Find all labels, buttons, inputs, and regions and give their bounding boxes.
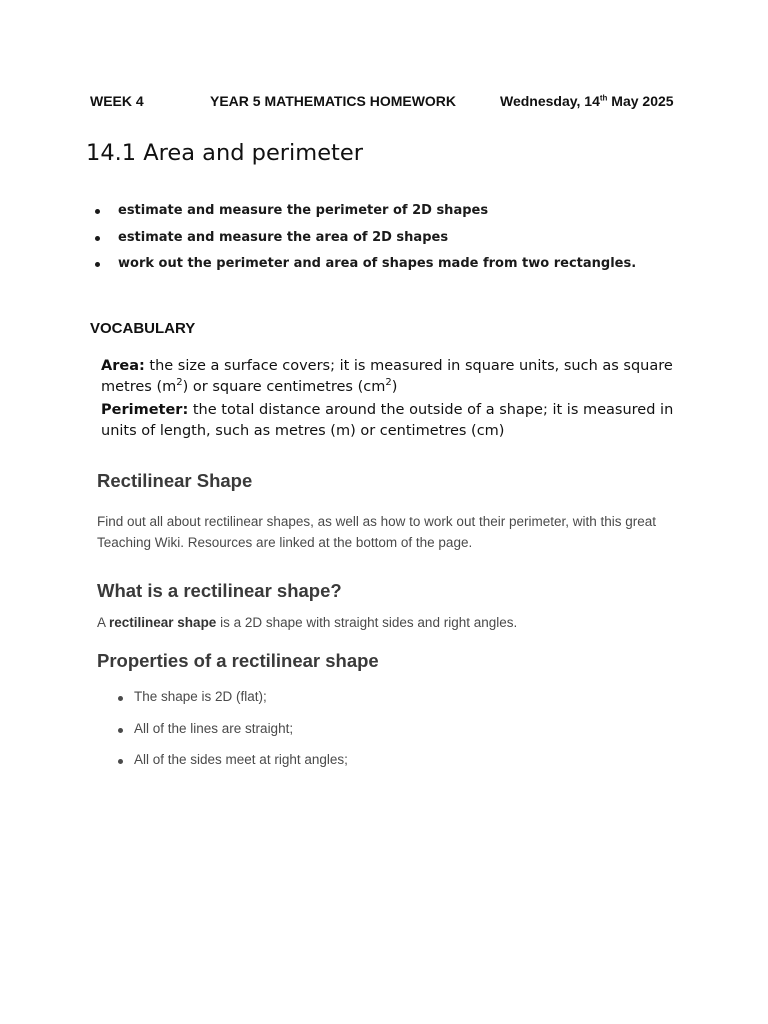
objective-item [93,203,636,230]
rectilinear-heading: Rectilinear Shape [97,470,253,491]
objective-text: estimate and measure the perimeter of 2D shapes [118,203,489,218]
properties-heading: Properties of a rectilinear shape [97,650,379,671]
area-term: Area: [101,358,145,374]
property-item [118,752,348,784]
property-item [118,721,348,753]
vocabulary-definitions [101,356,701,441]
what-text-b: is a 2D shape with straight sides and right angles. [216,615,518,630]
bullet-icon [95,209,100,214]
property-text: The shape is 2D (flat); [134,689,267,704]
date-ordinal: th [599,93,608,103]
objectives-list [93,203,636,283]
perimeter-definition [101,400,701,441]
perimeter-def-text: the total distance around the outside of a shape; it is measured in units of length, such as metres (m) or centimetres (cm) [101,402,674,439]
homework-title: YEAR 5 MATHEMATICS HOMEWORK [210,93,457,109]
area-def-text: ) [391,378,398,395]
property-item [118,689,348,721]
property-text: All of the sides meet at right angles; [134,752,348,767]
bullet-icon [95,236,100,241]
what-text [97,612,677,633]
section-title: 14.1 Area and perimeter [86,140,363,166]
date-suffix: May 2025 [607,93,674,109]
area-def-text: ) or square centimetres (cm [182,378,386,395]
objective-text: work out the perimeter and area of shapes made from two rectangles. [118,256,637,271]
perimeter-term: Perimeter: [101,402,189,418]
bullet-icon [118,696,123,701]
bullet-icon [118,728,123,733]
what-heading: What is a rectilinear shape? [97,580,342,601]
objective-item [93,230,636,257]
objective-text: estimate and measure the area of 2D shapes [118,229,449,245]
area-definition [101,356,701,397]
date-prefix: Wednesday, 14 [500,93,600,109]
bullet-icon [95,262,100,267]
area-sup: 2 [385,376,392,388]
property-text: All of the lines are straight; [134,720,294,736]
what-text-a: A [97,615,110,630]
area-def-text: the size a surface covers; it is measured in square units, such as square metres (m [101,358,673,395]
homework-date [500,93,674,109]
bullet-icon [118,759,123,764]
objective-item [93,256,636,283]
properties-list [118,689,348,784]
what-text-bold: rectilinear shape [109,615,217,630]
vocabulary-heading: VOCABULARY [90,320,196,337]
area-sup: 2 [176,376,183,388]
week-label: WEEK 4 [90,93,144,109]
rectilinear-intro: Find out all about rectilinear shapes, as well as how to work out their perimeter, with this great Teaching Wiki. Resources are linked at the bottom of the page. [97,514,657,550]
